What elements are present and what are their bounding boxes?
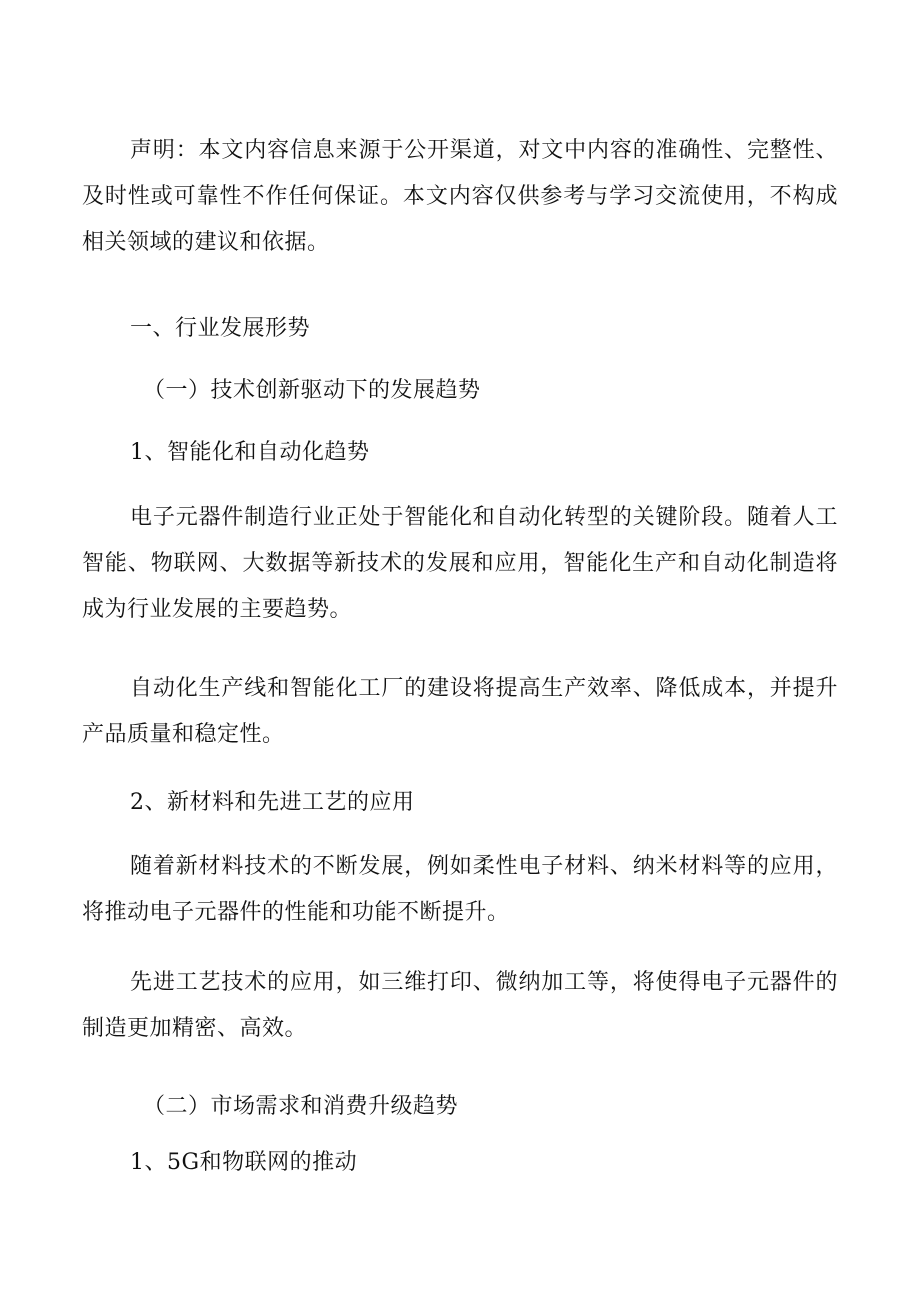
body-paragraph: 随着新材料技术的不断发展，例如柔性电子材料、纳米材料等的应用，将推动电子元器件的性能和功能不断提升。 bbox=[82, 854, 838, 925]
body-paragraph: 自动化生产线和智能化工厂的建设将提高生产效率、降低成本，并提升产品质量和稳定性。 bbox=[82, 676, 838, 747]
disclaimer-paragraph: 声明：本文内容信息来源于公开渠道，对文中内容的准确性、完整性、及时性或可靠性不作任何保证。本文内容仅供参考与学习交流使用，不构成相关领域的建议和依据。 bbox=[82, 138, 838, 255]
subsection-heading: （一）技术创新驱动下的发展趋势 bbox=[143, 378, 481, 403]
item-heading: 1、智能化和自动化趋势 bbox=[130, 440, 370, 465]
item-heading: 2、新材料和先进工艺的应用 bbox=[130, 790, 415, 815]
item-heading: 1、5G和物联网的推动 bbox=[130, 1150, 358, 1175]
body-paragraph: 先进工艺技术的应用，如三维打印、微纳加工等，将使得电子元器件的制造更加精密、高效。 bbox=[82, 970, 838, 1041]
section-heading: 一、行业发展形势 bbox=[130, 316, 311, 341]
body-paragraph: 电子元器件制造行业正处于智能化和自动化转型的关键阶段。随着人工智能、物联网、大数据等新技术的发展和应用，智能化生产和自动化制造将成为行业发展的主要趋势。 bbox=[82, 505, 838, 622]
subsection-heading: （二）市场需求和消费升级趋势 bbox=[143, 1094, 459, 1119]
